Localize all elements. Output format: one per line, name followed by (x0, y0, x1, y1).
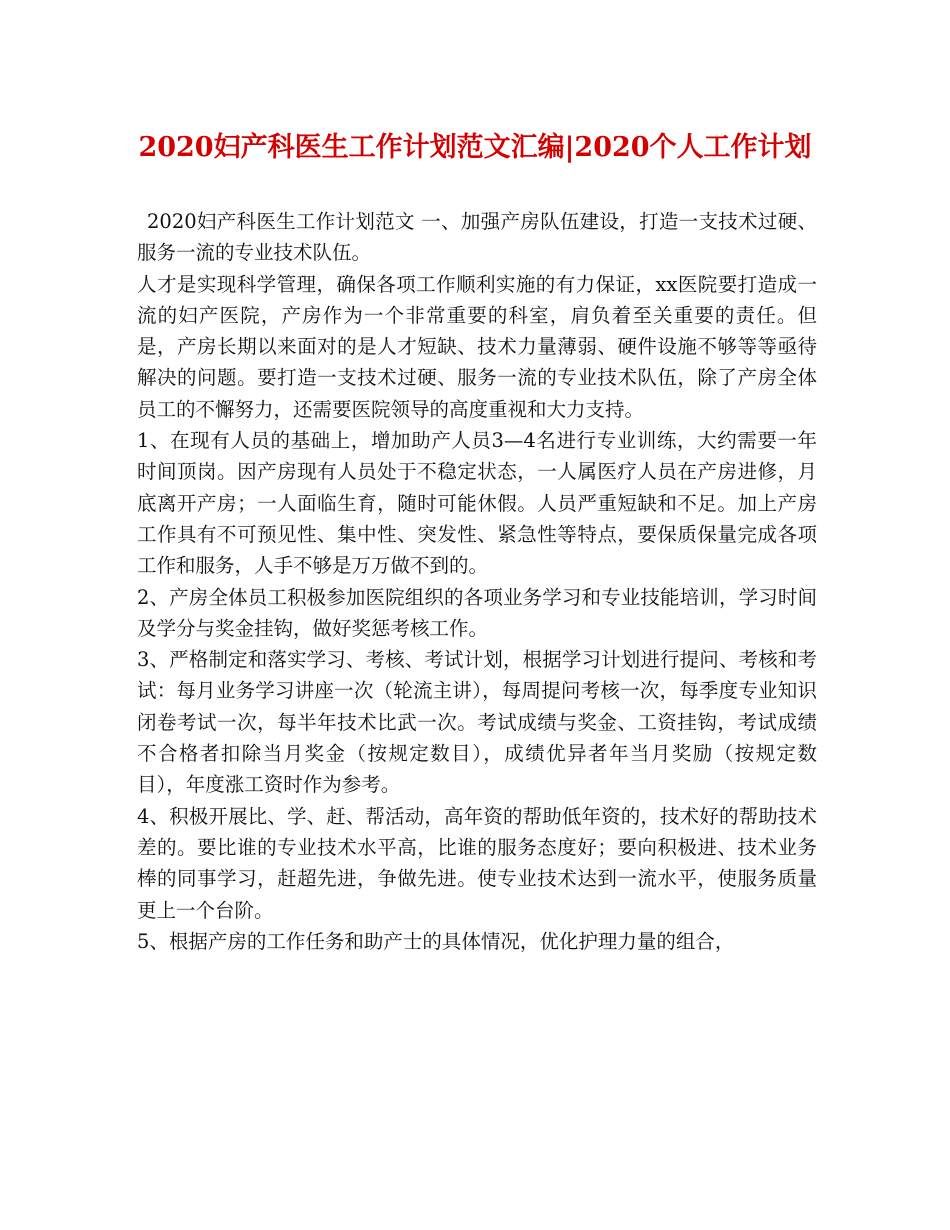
document-body (137, 206, 817, 957)
paragraph-item-4: 4、积极开展比、学、赶、帮活动，高年资的帮助低年资的，技术好的帮助技术差的。要比谁的专业技术水平高，比谁的服务态度好；要向积极进、技术业务棒的同事学习，赶超先进，争做先进。使专业技术达到一流水平，使服务质量更上一个台阶。 (137, 804, 817, 922)
paragraph-item-3: 3、严格制定和落实学习、考核、考试计划，根据学习计划进行提问、考核和考试：每月业务学习讲座一次（轮流主讲），每周提问考核一次，每季度专业知识闭卷考试一次，每半年技术比武一次。考试成绩与奖金、工资挂钩，考试成绩不合格者扣除当月奖金（按规定数目），成绩优异者年当月奖励（按规定数目），年度涨工资时作为参考。 (137, 648, 817, 797)
document-title: 2020妇产科医生工作计划范文汇编|2020个人工作计划 (138, 132, 812, 163)
paragraph-talent: 人才是实现科学管理，确保各项工作顺利实施的有力保证，xx医院要打造成一流的妇产医院，产房作为一个非常重要的科室，肩负着至关重要的责任。但是，产房长期以来面对的是人才短缺、技术力量薄弱、硬件设施不够等等亟待解决的问题。要打造一支技术过硬、服务一流的专业技术队伍，除了产房全体员工的不懈努力，还需要医院领导的高度重视和大力支持。 (137, 272, 817, 421)
paragraph-item-2: 2、产房全体员工积极参加医院组织的各项业务学习和专业技能培训，学习时间及学分与奖金挂钩，做好奖惩考核工作。 (137, 585, 817, 640)
paragraph-item-5: 5、根据产房的工作任务和助产士的具体情况，优化护理力量的组合， (137, 929, 735, 953)
paragraph-item-1: 1、在现有人员的基础上，增加助产人员3—4名进行专业训练，大约需要一年时间顶岗。因产房现有人员处于不稳定状态，一人属医疗人员在产房进修，月底离开产房；一人面临生育，随时可能休假。人员严重短缺和不足。加上产房工作具有不可预见性、集中性、突发性、紧急性等特点，要保质保量完成各项工作和服务，人手不够是万万做不到的。 (137, 429, 817, 578)
paragraph-intro: 2020妇产科医生工作计划范文 一、加强产房队伍建设，打造一支技术过硬、服务一流的专业技术队伍。 (137, 210, 817, 265)
